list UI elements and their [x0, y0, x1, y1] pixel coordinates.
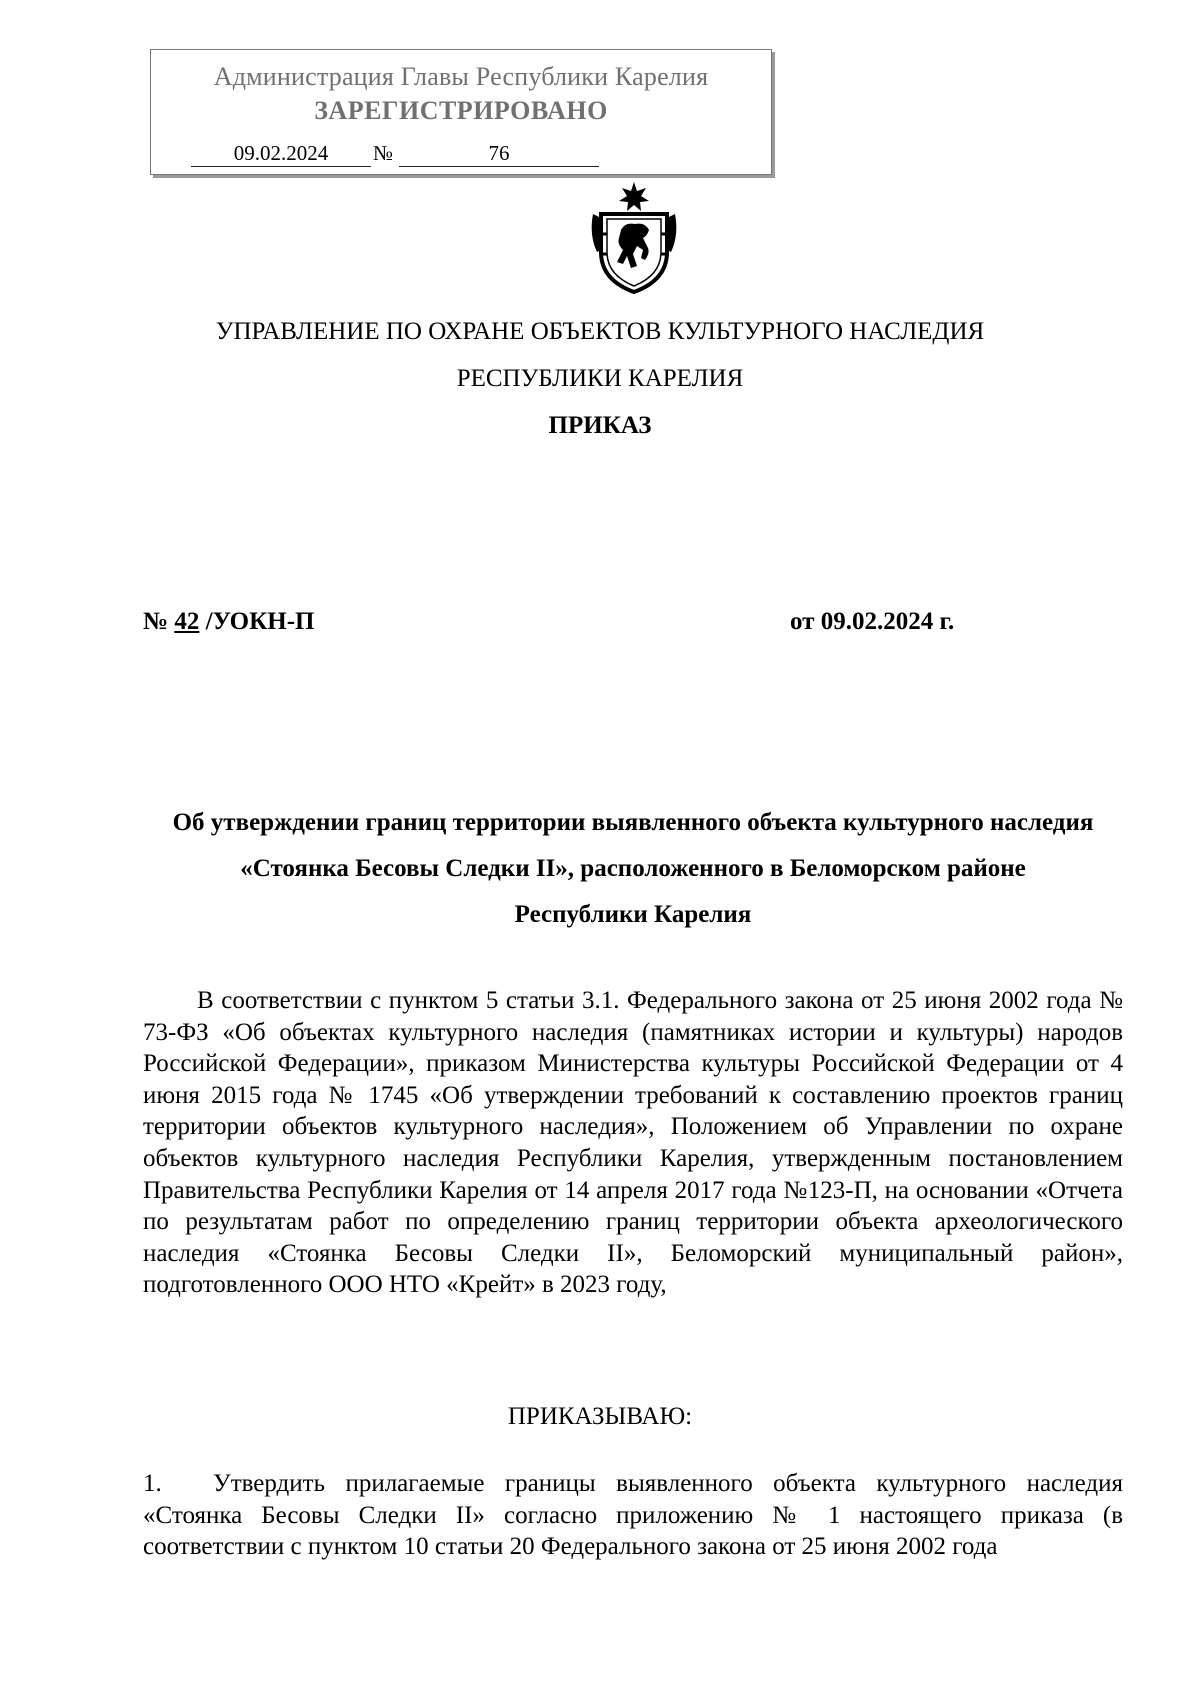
- organization-name-line1: УПРАВЛЕНИЕ ПО ОХРАНЕ ОБЪЕКТОВ КУЛЬТУРНОГО НАСЛЕДИЯ: [215, 318, 985, 345]
- order-date: от 09.02.2024 г.: [790, 608, 955, 635]
- item-text: Утвердить прилагаемые границы выявленного объекта культурного наследия «Стоянка Бесовы Следки II» согласно приложению № 1 настоящего приказа (в соответствии с пунктом 10 статьи 20 Федерального закона от 25 июня 2002 года: [143, 1470, 1123, 1561]
- karelia-coat-of-arms-icon: [587, 180, 681, 295]
- stamp-authority: Администрация Главы Республики Карелия: [213, 62, 709, 91]
- item-number: 1.: [143, 1470, 162, 1497]
- preamble-paragraph: В соответствии с пунктом 5 статьи 3.1. Федерального закона от 25 июня 2002 года № 73-ФЗ «Об объектах культурного наследия (памятниках истории и культуры) народов Российской Федерации», приказом Министерства культуры Российской Федерации от 4 июня 2015 года № 1745 «Об утверждении требований к составлению проектов границ территории объектов культурного наследия», Положением об Управлении по охране объектов культурного наследия Республики Карелия, утвержденным постановлением Правительства Республики Карелия от 14 апреля 2017 года №123-П, на основании «Отчета по результатам работ по определению границ территории объекта археологического наследия «Стоянка Бесовы Следки II», Беломорский муниципальный район», подготовленного ООО НТО «Крейт» в 2023 году,: [143, 987, 1123, 1299]
- order-number-suffix: /УОКН-П: [199, 608, 315, 635]
- order-word: ПРИКАЗЫВАЮ:: [507, 1403, 693, 1430]
- organization-name-line2: РЕСПУБЛИКИ КАРЕЛИЯ: [456, 365, 744, 392]
- order-number-value: 42: [174, 608, 200, 635]
- document-title: [143, 800, 1123, 938]
- document-type: ПРИКАЗ: [548, 412, 652, 439]
- stamp-number-label: №: [373, 141, 394, 165]
- title-line: Республики Карелия: [514, 901, 752, 928]
- order-number-prefix: №: [143, 608, 175, 635]
- order-number: [143, 608, 314, 636]
- registration-stamp: [150, 49, 772, 175]
- stamp-date: 09.02.2024: [191, 140, 371, 167]
- stamp-registered-label: ЗАРЕГИСТРИРОВАНО: [314, 96, 608, 125]
- title-line: «Стоянка Бесовы Следки II», расположенного в Беломорском районе: [240, 855, 1026, 882]
- stamp-number: 76: [399, 140, 599, 167]
- title-line: Об утверждении границ территории выявленного объекта культурного наследия: [172, 809, 1094, 836]
- order-item-1: [143, 1468, 1123, 1563]
